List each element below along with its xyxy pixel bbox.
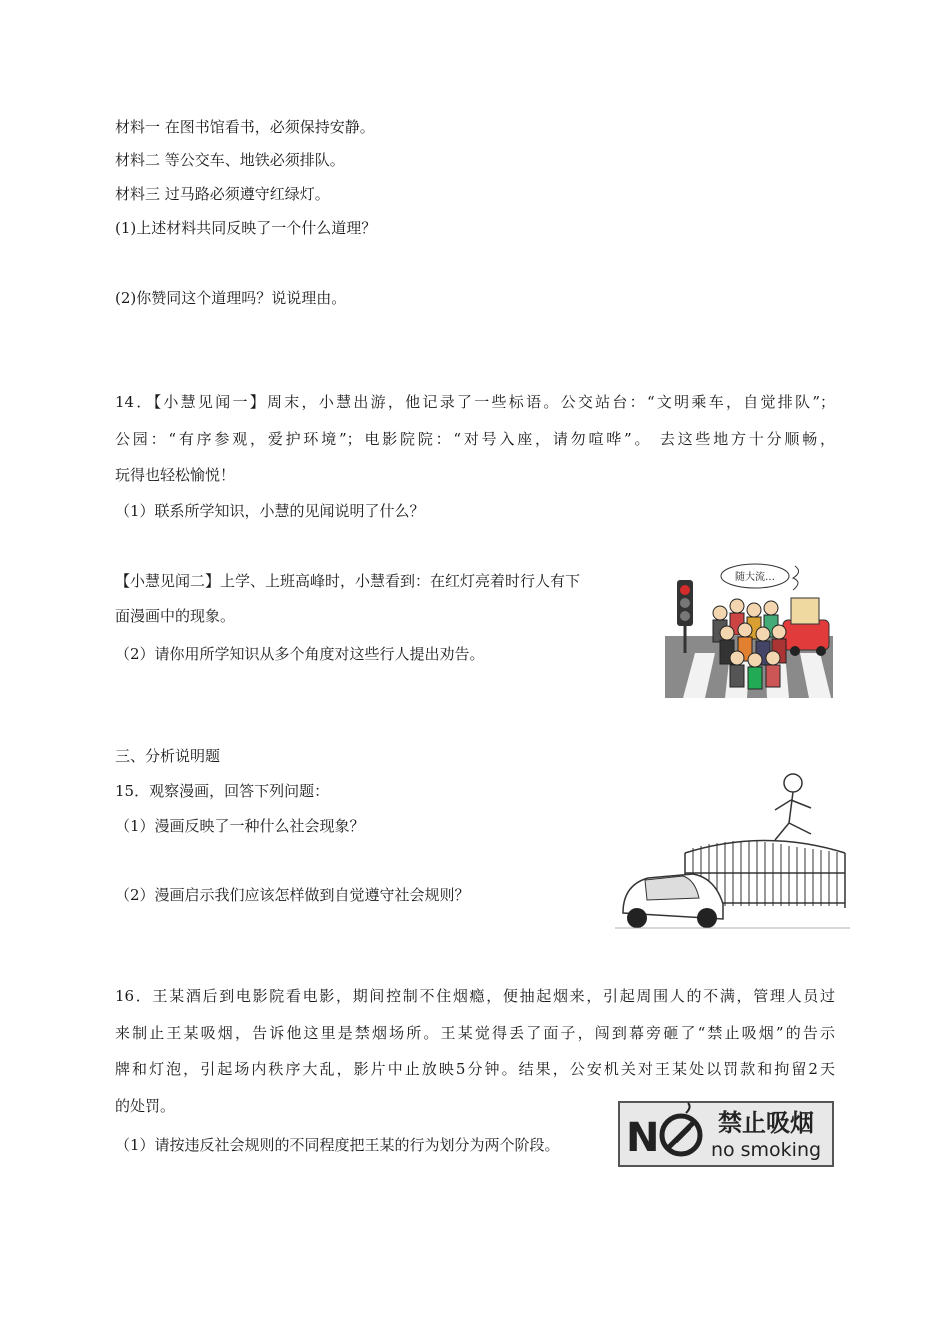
q14-line-1: 14．【小慧见闻一】周末，小慧出游，他记录了一些标语。公交站台：“文明乘车，自觉排队”； [115, 393, 835, 411]
question-1-1: (1)上述材料共同反映了一个什么道理？ [115, 219, 377, 237]
q16-line-4: 的处罚。 [115, 1097, 176, 1115]
q16-sub-1: （1）请按违反社会规则的不同程度把王某的行为划分为两个阶段。 [115, 1136, 560, 1154]
section-3-title: 三、分析说明题 [115, 747, 221, 765]
svg-text:N: N [626, 1115, 660, 1161]
sign-chinese-text: 禁止吸烟 [718, 1109, 814, 1137]
q16-line-2: 来制止王某吸烟，告诉他这里是禁烟场所。王某觉得丢了面子，闯到幕旁砸了“禁止吸烟”的告示 [115, 1024, 835, 1042]
material-2: 材料二 等公交车、地铁必须排队。 [115, 151, 345, 169]
no-smoking-sign-image [618, 1101, 834, 1167]
q15-sub-1: （1）漫画反映了一种什么社会现象？ [115, 817, 365, 835]
material-1: 材料一 在图书馆看书，必须保持安静。 [115, 118, 375, 136]
q16-line-1: 16．王某酒后到电影院看电影，期间控制不住烟瘾，便抽起烟来，引起周围人的不满，管理人员过 [115, 987, 835, 1005]
q14-sub-2: （2）请你用所学知识从多个角度对这些行人提出劝告。 [115, 645, 485, 663]
comic-bubble-text: 随大流… [735, 572, 775, 583]
question-1-2: (2)你赞同这个道理吗？说说理由。 [115, 289, 347, 307]
q16-line-3: 牌和灯泡，引起场内秩序大乱，影片中止放映5分钟。结果，公安机关对王某处以罚款和拘留2天 [115, 1060, 835, 1078]
q15-sub-2: （2）漫画启示我们应该怎样做到自觉遵守社会规则？ [115, 886, 470, 904]
q14-line-2: 公园：“有序参观，爱护环境”；电影院院：“对号入座，请勿喧哗”。 去这些地方十分顺畅， [115, 430, 835, 448]
q15-line-1: 15．观察漫画，回答下列问题： [115, 782, 330, 800]
q14-sub-1: （1）联系所学知识，小慧的见闻说明了什么？ [115, 502, 425, 520]
q14-part2-line-2: 面漫画中的现象。 [115, 607, 236, 625]
q14-part2-line-1: 【小慧见闻二】上学、上班高峰时，小慧看到：在红灯亮着时行人有下 [115, 572, 581, 590]
material-3: 材料三 过马路必须遵守红绿灯。 [115, 185, 330, 203]
crossing-comic-image [655, 558, 833, 698]
fence-jumping-comic-image [615, 768, 850, 943]
sign-english-text: no smoking [710, 1139, 822, 1161]
q14-line-3: 玩得也轻松愉悦！ [115, 466, 236, 484]
